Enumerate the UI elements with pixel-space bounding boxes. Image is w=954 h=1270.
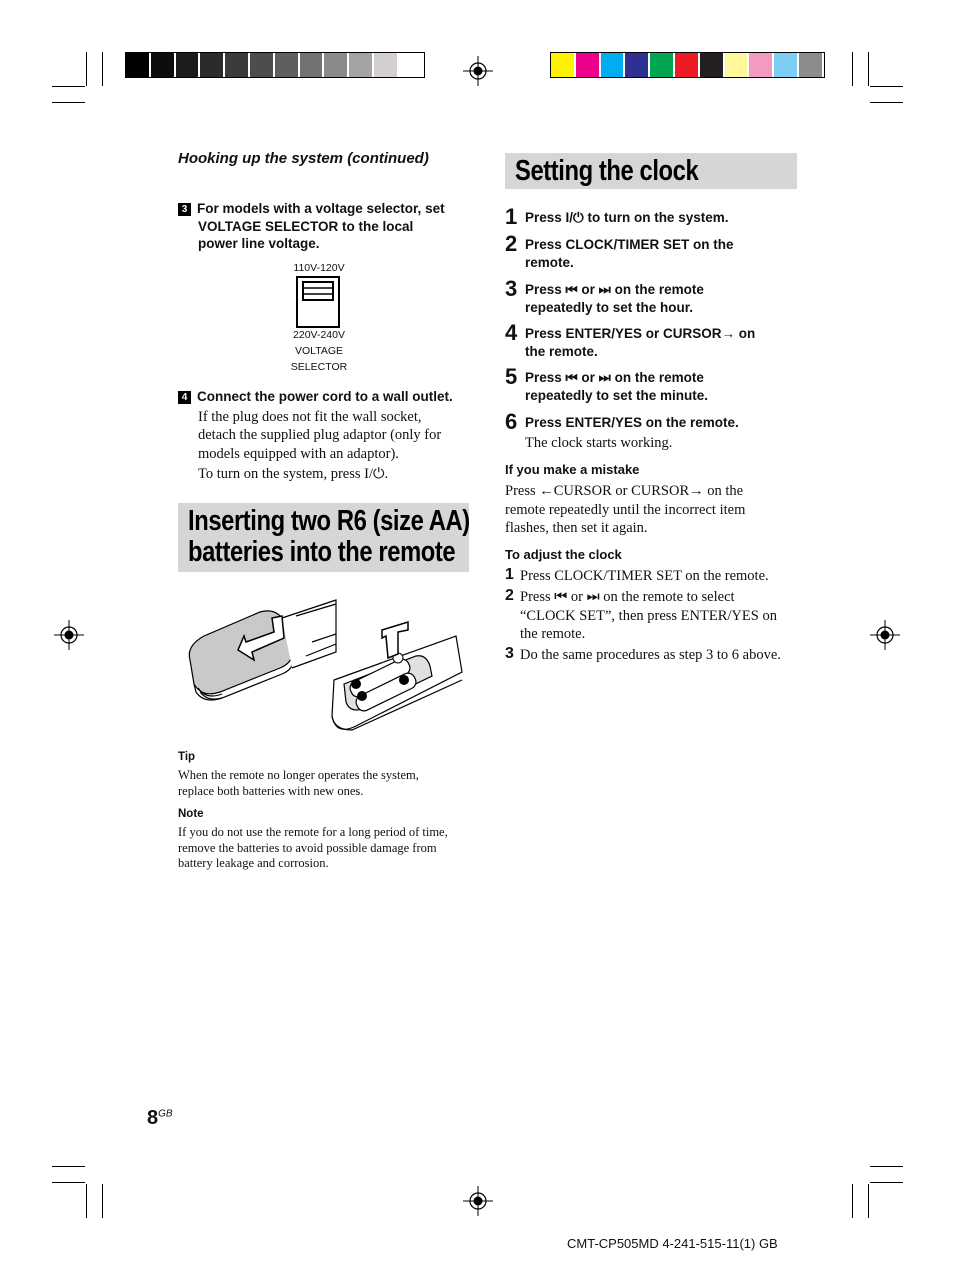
step4-line3: models equipped with an adaptor).	[198, 445, 399, 462]
step-number-box: 3	[178, 203, 191, 216]
color-swatch	[551, 53, 576, 77]
note-line3: battery leakage and corrosion.	[178, 856, 329, 870]
clock-section-heading	[505, 153, 797, 189]
step4-line4: To turn on the system, press I/⏻.	[198, 466, 389, 482]
color-swatch	[374, 53, 399, 77]
page-number-digit: 8	[147, 1107, 159, 1129]
adjust-step-3-line1: Do the same procedures as step 3 to 6 above.	[520, 647, 781, 663]
crop-mark	[868, 52, 869, 86]
color-swatch	[625, 53, 650, 77]
adjust-step-2-line3: the remote.	[520, 626, 586, 642]
registration-target-icon	[463, 56, 493, 86]
clock-step-text	[525, 209, 797, 227]
clock-step-3-line2: repeatedly to set the hour.	[525, 299, 694, 315]
mistake-line3: flashes, then set it again.	[505, 520, 648, 536]
crop-mark	[870, 102, 903, 103]
continued-title: Hooking up the system (continued)	[178, 150, 429, 167]
crop-mark	[868, 1184, 869, 1218]
mistake-line1: Press ←CURSOR or CURSOR→ on the	[505, 483, 744, 499]
adjust-step-number: 1	[505, 566, 514, 583]
color-swatch	[399, 53, 424, 77]
battery-heading-line2: batteries into the remote	[188, 536, 456, 568]
adjust-step-number: 2	[505, 587, 514, 604]
color-swatch	[349, 53, 374, 77]
page-number	[147, 1107, 173, 1130]
clock-step-4-line2: the remote.	[525, 343, 598, 359]
clock-step-6-line1: Press ENTER/YES on the remote.	[525, 415, 739, 430]
clock-step-text	[525, 414, 797, 432]
voltage-bottom-label: 220V-240V	[293, 329, 345, 341]
crop-mark	[52, 102, 85, 103]
voltage-selector-label-2: SELECTOR	[290, 361, 348, 373]
note-line2: remove the batteries to avoid possible damage from	[178, 840, 437, 855]
battery-heading-line1: Inserting two R6 (size AA)	[188, 505, 470, 537]
model-code: CMT-CP505MD 4-241-515-11(1) GB	[567, 1236, 778, 1251]
note-line1: If you do not use the remote for a long period of time,	[178, 825, 448, 839]
note-text	[178, 825, 473, 872]
voltage-selector-switch-icon	[296, 276, 340, 328]
color-swatch	[576, 53, 601, 77]
voltage-top-label: 110V-120V	[293, 262, 345, 274]
color-swatch	[300, 53, 325, 77]
crop-mark	[52, 1182, 85, 1183]
step-number-box: 4	[178, 391, 191, 404]
clock-step-number: 2	[505, 231, 518, 256]
color-swatch	[275, 53, 300, 77]
note-heading: Note	[178, 808, 204, 820]
voltage-selector-label-1: VOLTAGE	[294, 345, 344, 357]
adjust-step-text	[520, 567, 800, 586]
clock-step-number: 5	[505, 364, 518, 389]
clock-step-2-line1: Press CLOCK/TIMER SET on the	[525, 237, 734, 252]
color-swatch	[675, 53, 700, 77]
clock-step-text	[525, 236, 797, 271]
crop-mark	[852, 1184, 853, 1218]
tip-text	[178, 768, 473, 799]
step4-block	[178, 388, 478, 484]
adjust-step-1-line1: Press CLOCK/TIMER SET on the remote.	[520, 568, 769, 584]
color-swatch	[725, 53, 750, 77]
color-swatch	[225, 53, 250, 77]
clock-step-text	[525, 325, 797, 360]
crop-mark	[102, 1184, 103, 1218]
color-swatch	[700, 53, 725, 77]
color-swatch	[126, 53, 151, 77]
step4-title: Connect the power cord to a wall outlet.	[197, 389, 453, 404]
crop-mark	[52, 1166, 85, 1167]
step3-line2: VOLTAGE SELECTOR to the local	[198, 218, 414, 234]
tip-heading: Tip	[178, 751, 196, 763]
crop-mark	[870, 1166, 903, 1167]
clock-step-4-line1: Press ENTER/YES or CURSOR→ on	[525, 326, 756, 341]
battery-section-heading	[178, 503, 469, 572]
clock-step-5-line1: Press ⏮ or ⏭ on the remote	[525, 370, 704, 385]
clock-step-number: 6	[505, 409, 518, 434]
clock-step-text	[525, 369, 797, 404]
mistake-heading: If you make a mistake	[505, 462, 640, 477]
clock-step-text	[525, 281, 797, 316]
adjust-step-2-line2: “CLOCK SET”, then press ENTER/YES on	[520, 607, 777, 624]
adjust-step-text	[520, 646, 810, 665]
color-swatch	[176, 53, 201, 77]
clock-step-number: 3	[505, 276, 518, 301]
clock-step-number: 1	[505, 204, 518, 229]
color-swatch	[200, 53, 225, 77]
page-number-suffix: GB	[158, 1108, 173, 1120]
registration-target-icon	[463, 1186, 493, 1216]
tip-line2: replace both batteries with new ones.	[178, 783, 364, 798]
registration-target-icon	[870, 620, 900, 650]
registration-target-icon	[54, 620, 84, 650]
clock-step-number: 4	[505, 320, 518, 345]
crop-mark	[870, 1182, 903, 1183]
clock-step-6-note: The clock starts working.	[525, 435, 673, 451]
adjust-step-number: 3	[505, 645, 514, 662]
color-swatch	[324, 53, 349, 77]
color-swatch	[650, 53, 675, 77]
clock-step-5-line2: repeatedly to set the minute.	[525, 387, 709, 403]
color-swatch	[250, 53, 275, 77]
adjust-step-2-line1: Press ⏮ or ⏭ on the remote to select	[520, 589, 735, 605]
step3-block	[178, 200, 478, 253]
clock-step-2-line2: remote.	[525, 254, 574, 270]
color-bar	[551, 53, 824, 77]
color-swatch	[749, 53, 774, 77]
adjust-heading: To adjust the clock	[505, 547, 622, 562]
crop-mark	[102, 52, 103, 86]
gray-scale-bar	[126, 53, 424, 77]
crop-mark	[852, 52, 853, 86]
color-swatch	[799, 53, 824, 77]
crop-mark	[870, 86, 903, 87]
mistake-line2: remote repeatedly until the incorrect item	[505, 501, 746, 518]
mistake-text	[505, 482, 797, 538]
tip-line1: When the remote no longer operates the system,	[178, 768, 419, 782]
clock-heading-text: Setting the clock	[515, 155, 699, 187]
crop-mark	[86, 52, 87, 86]
clock-step-3-line1: Press ⏮ or ⏭ on the remote	[525, 282, 704, 297]
remote-battery-illustration	[186, 596, 466, 738]
color-swatch	[151, 53, 176, 77]
step3-line3: power line voltage.	[198, 236, 320, 251]
adjust-step-text	[520, 588, 800, 644]
crop-mark	[86, 1184, 87, 1218]
color-swatch	[601, 53, 626, 77]
color-swatch	[774, 53, 799, 77]
step3-line1: For models with a voltage selector, set	[197, 201, 445, 216]
clock-step-1-line1: Press I/⏻ to turn on the system.	[525, 210, 729, 225]
crop-mark	[52, 86, 85, 87]
step4-line1: If the plug does not fit the wall socket,	[198, 408, 422, 425]
step4-line2: detach the supplied plug adaptor (only for	[198, 427, 442, 443]
